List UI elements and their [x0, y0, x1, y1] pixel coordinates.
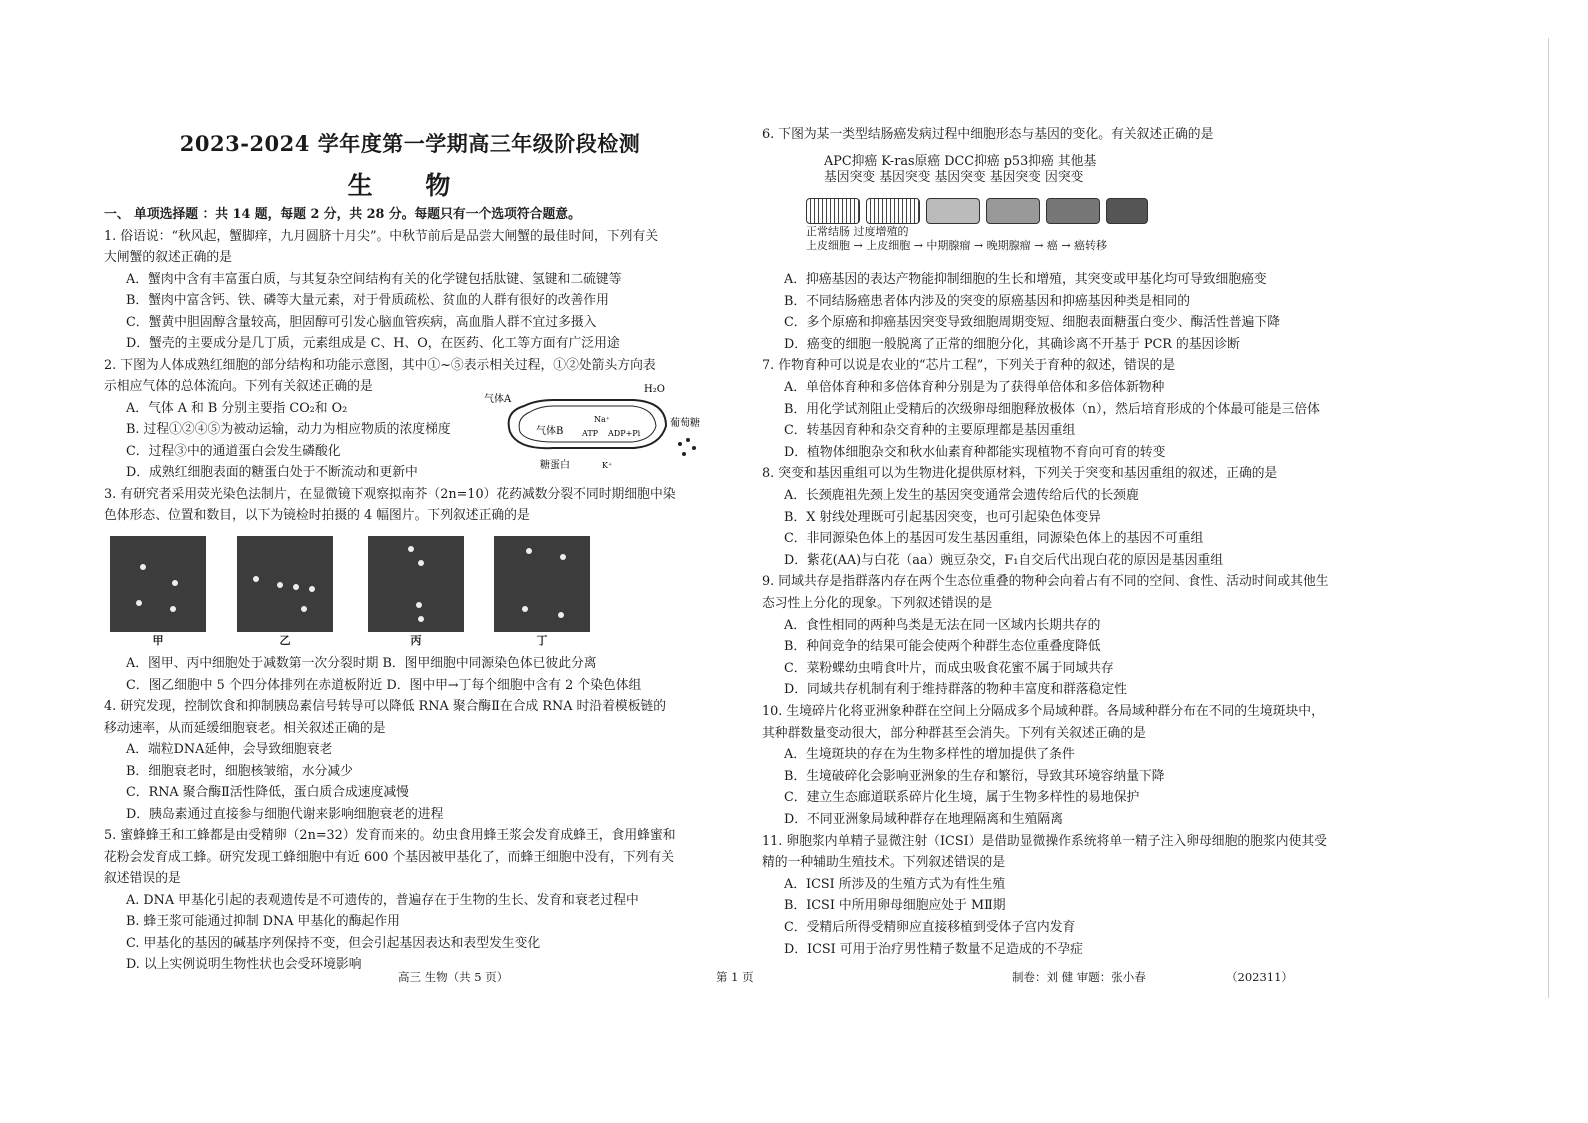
right2-line: 其种群数量变动很大，部分种群甚至会消失。下列有关叙述正确的是 — [762, 725, 1146, 741]
left-line: 3. 有研究者采用荧光染色法制片，在显微镜下观察拟南芥（2n=10）花药减数分裂不同时期细胞中染 — [104, 486, 676, 502]
micrograph-jia — [110, 536, 206, 632]
micrograph-ding — [494, 536, 590, 632]
left2-line: 花粉会发育成工蜂。研究发现工蜂细胞中有近 600 个基因被甲基化了，而蜂王细胞中没有，下列有关 — [104, 849, 675, 865]
left-line: B. 过程①②④⑤为被动运输，动力为相应物质的浓度梯度 — [126, 422, 451, 437]
exam-title: 2023-2024 学年度第一学期高三年级阶段检测 — [179, 131, 641, 156]
glycoprotein-label: 糖蛋白 — [540, 460, 570, 471]
left-line: 色体形态、位置和数目，以下为镜检时拍摄的 4 幅图片。下列叙述正确的是 — [104, 508, 530, 523]
left-line: 示相应气体的总体流向。下列有关叙述正确的是 — [104, 379, 373, 394]
right2-line: 9. 同域共存是指群落内存在两个生态位重叠的物种会向着占有不同的空间、食性、活动时间或其他生 — [762, 574, 1329, 590]
right2-line: A．长颈鹿祖先颈上发生的基因突变通常会遗传给后代的长颈鹿 — [784, 488, 1139, 503]
right2-line: A．单倍体育种和多倍体育种分别是为了获得单倍体和多倍体新物种 — [784, 380, 1165, 395]
left-line: D．成熟红细胞表面的糖蛋白处于不断流动和更新中 — [126, 465, 418, 480]
adp-label: ADP+Pi — [608, 429, 641, 438]
left2-line: 叙述错误的是 — [104, 871, 181, 886]
footer-pages: 高三 生物（共 5 页） — [398, 970, 509, 984]
gas-b-label: 气体B — [536, 426, 564, 437]
right1-line: 6. 下图为某一类型结肠癌发病过程中细胞形态与基因的变化。有关叙述正确的是 — [762, 127, 1214, 142]
right2-line: B．生境破碎化会影响亚洲象的生存和繁衍，导致其环境容纳量下降 — [784, 768, 1165, 784]
right2-line: D．癌变的细胞一般脱离了正常的细胞分化，其确诊离不开基于 PCR 的基因诊断 — [784, 336, 1240, 352]
right2-line: C．非同源染色体上的基因可发生基因重组，同源染色体上的基因不可重组 — [784, 531, 1204, 547]
right2-line: D．植物体细胞杂交和秋水仙素育种都能实现植物不育向可育的转变 — [784, 444, 1166, 460]
left-line: A．蟹肉中含有丰富蛋白质，与其复杂空间结构有关的化学键包括肽键、氢键和二硫键等 — [126, 271, 622, 287]
glucose-label: 葡萄糖 — [670, 418, 700, 429]
na-label: Na⁺ — [594, 415, 610, 424]
right2-line: 8. 突变和基因重组可以为生物进化提供原材料，下列关于突变和基因重组的叙述，正确的是 — [762, 466, 1278, 482]
left-line: D．蟹壳的主要成分是几丁质，元素组成是 C、H、O，在医药、化工等方面有广泛用途 — [126, 336, 620, 351]
gene-row-2: 基因突变 基因突变 基因突变 基因突变 因突变 — [824, 170, 1084, 185]
right2-line: C．菜粉蝶幼虫啃食叶片，而成虫吸食花蜜不属于同域共存 — [784, 660, 1114, 676]
micrograph-yi — [237, 536, 333, 632]
right2-line: C．转基因育种和杂交育种的主要原理都是基因重组 — [784, 423, 1076, 439]
right2-line: 态习性上分化的现象。下列叙述错误的是 — [762, 596, 993, 611]
left2-line: 4. 研究发现，控制饮食和抑制胰岛素信号转导可以降低 RNA 聚合酶Ⅱ在合成 RNA 时沿着模板链的 — [104, 699, 667, 714]
left2-line: D．胰岛素通过直接参与细胞代谢来影响细胞衰老的进程 — [126, 806, 444, 822]
right2-line: D．同域共存机制有利于维持群落的物种丰富度和群落稳定性 — [784, 682, 1127, 698]
right2-line: A．食性相同的两种鸟类是无法在同一区域内长期共存的 — [784, 617, 1101, 633]
micrograph-label: 甲 — [152, 634, 164, 647]
red-cell-diagram — [484, 382, 714, 472]
left2-line: A. DNA 甲基化引起的表观遗传是不可遗传的，普遍存在于生物的生长、发育和衰老过程中 — [126, 892, 639, 908]
right2-line: 10. 生境碎片化将亚洲象种群在空间上分隔成多个局域种群。各局域种群分布在不同的生境斑块中， — [762, 704, 1324, 719]
right2-line: D．紫花(AA)与白花（aa）豌豆杂交，F₁自交后代出现白花的原因是基因重组 — [784, 552, 1224, 568]
left2-line: D. 以上实例说明生物性状也会受环境影响 — [126, 957, 362, 972]
right2-line: B．不同结肠癌患者体内涉及的突变的原癌基因和抑癌基因种类是相同的 — [784, 293, 1191, 309]
left-line: C．蟹黄中胆固醇含量较高，胆固醇可引发心脑血管疾病，高血脂人群不宜过多摄入 — [126, 314, 597, 330]
left2-line: 5. 蜜蜂蜂王和工蜂都是由受精卵（2n=32）发育而来的。幼虫食用蜂王浆会发育成蜂王，食用蜂蜜和 — [104, 828, 676, 843]
left2-line: B. 蜂王浆可能通过抑制 DNA 甲基化的酶起作用 — [126, 914, 400, 929]
footer-code: （202311） — [1226, 970, 1293, 984]
right2-line: C．受精后所得受精卵应直接移植到受体子宫内发育 — [784, 920, 1076, 935]
right2-line: 7. 作物育种可以说是农业的“芯片工程”，下列关于育种的叙述，错误的是 — [762, 358, 1176, 374]
right2-line: A．生境斑块的存在为生物多样性的增加提供了条件 — [784, 747, 1075, 763]
right2-line: C．多个原癌和抑癌基因突变导致细胞周期变短、细胞表面糖蛋白变少、酶活性普遍下降 — [784, 315, 1281, 331]
micrograph-label: 丙 — [410, 634, 422, 647]
right2-line: D．ICSI 可用于治疗男性精子数量不足造成的不孕症 — [784, 941, 1083, 957]
micrograph-label: 乙 — [279, 634, 291, 647]
left-line: 1. 俗语说：“秋风起，蟹脚痒，九月圆脐十月尖”。中秋节前后是品尝大闸蟹的最佳时间，下列有关 — [104, 228, 659, 244]
stage-labels-1: 正常结肠 过度增殖的 — [806, 225, 909, 238]
right2-line: B．种间竞争的结果可能会使两个种群生态位重叠度降低 — [784, 639, 1101, 655]
left-line: 2. 下图为人体成熟红细胞的部分结构和功能示意图，其中①~⑤表示相关过程，①②处箭头方向表 — [104, 357, 656, 373]
left2-line: C．图乙细胞中 5 个四分体排列在赤道板附近 D．图中甲→丁每个细胞中含有 2 个染色体组 — [126, 677, 642, 693]
gene-row-1: APC抑癌 K-ras原癌 DCC抑癌 p53抑癌 其他基 — [824, 154, 1097, 169]
right2-line: C．建立生态廊道联系碎片化生境，属于生物多样性的易地保护 — [784, 790, 1140, 806]
footer-authors: 制卷：刘 健 审题：张小春 — [1012, 970, 1146, 984]
right2-line: D．不同亚洲象局域种群存在地理隔离和生殖隔离 — [784, 812, 1063, 827]
gas-a-label: 气体A — [484, 394, 512, 405]
left2-line: B．细胞衰老时，细胞核皱缩，水分减少 — [126, 763, 353, 779]
stage-labels-2: 上皮细胞 → 上皮细胞 → 中期腺瘤 → 晚期腺瘤 → 癌 → 癌转移 — [806, 239, 1108, 252]
left2-line: A．图甲、丙中细胞处于减数第一次分裂时期 B．图甲细胞中同源染色体已彼此分离 — [126, 656, 597, 671]
k-label: K⁺ — [602, 461, 613, 470]
micrograph-label: 丁 — [536, 634, 548, 647]
left2-line: C. 甲基化的基因的碱基序列保持不变，但会引起基因表达和表型发生变化 — [126, 935, 541, 951]
right2-line: B．ICSI 中所用卵母细胞应处于 MⅡ期 — [784, 898, 1006, 914]
right2-line: A．ICSI 所涉及的生殖方式为有性生殖 — [784, 876, 1006, 892]
left2-line: C．RNA 聚合酶Ⅱ活性降低，蛋白质合成速度减慢 — [126, 785, 409, 800]
right2-line: B．X 射线处理既可引起基因突变，也可引起染色体变异 — [784, 509, 1101, 525]
right2-line: 11. 卵胞浆内单精子显微注射（ICSI）是借助显微操作系统将单一精子注入卵母细胞的胞浆内使其受 — [762, 833, 1327, 849]
left2-line: 移动速率，从而延缓细胞衰老。相关叙述正确的是 — [104, 720, 386, 736]
micrograph-bing — [368, 536, 464, 632]
h2o-label: H₂O — [644, 384, 665, 395]
right2-line: B．用化学试剂阻止受精后的次级卵母细胞释放极体（n），然后培育形成的个体最可能是三倍体 — [784, 401, 1320, 417]
atp-label: ATP — [582, 429, 599, 438]
left-line: C．过程③中的通道蛋白会发生磷酸化 — [126, 443, 341, 459]
right2-line: 精的一种辅助生殖技术。下列叙述错误的是 — [762, 855, 1006, 871]
left-line: 大闸蟹的叙述正确的是 — [104, 250, 232, 265]
exam-subject: 生 物 — [347, 171, 473, 200]
right2-line: A．抑癌基因的表达产物能抑制细胞的生长和增殖，其突变或甲基化均可导致细胞癌变 — [784, 272, 1267, 287]
footer-page-number: 第 1 页 — [716, 970, 754, 984]
left-line: 一、 单项选择题 ：共 14 题，每题 2 分，共 28 分。每题只有一个选项符合题意。 — [104, 207, 581, 222]
left-line: B．蟹肉中富含钙、铁、磷等大量元素，对于骨质疏松、贫血的人群有很好的改善作用 — [126, 293, 609, 308]
left2-line: A．端粒DNA延伸，会导致细胞衰老 — [126, 742, 333, 757]
page-edge-line — [1548, 38, 1549, 998]
left-line: A．气体 A 和 B 分别主要指 CO₂和 O₂ — [126, 400, 348, 416]
